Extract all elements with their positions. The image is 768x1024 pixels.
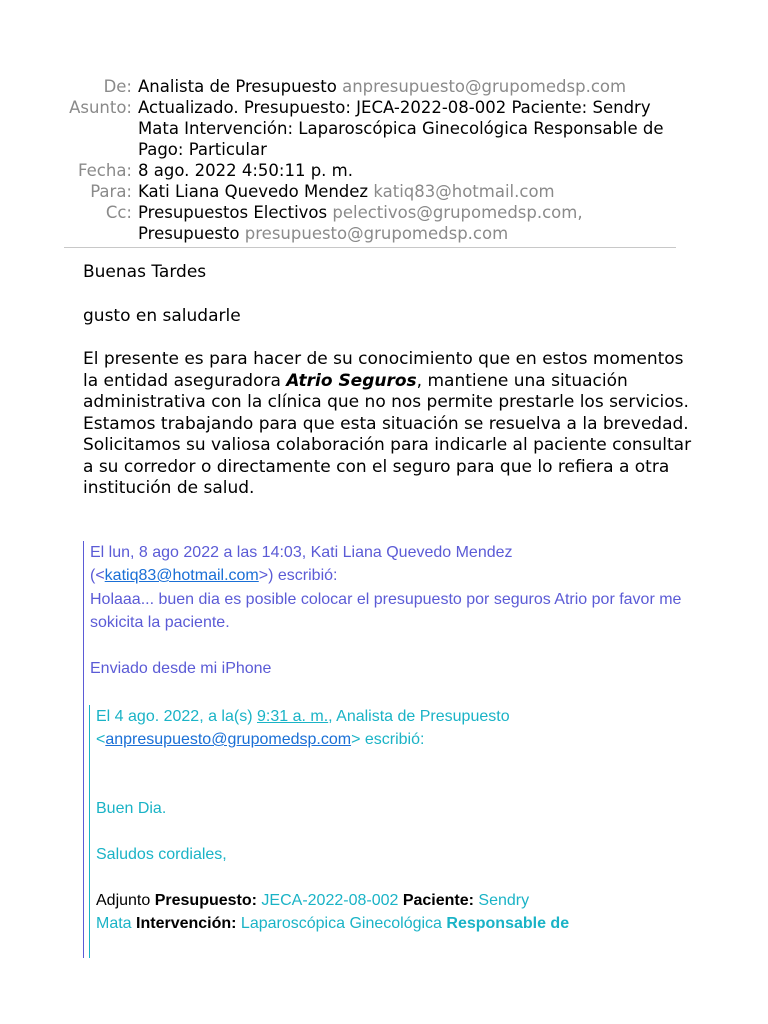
date-value: 8 ago. 2022 4:50:11 p. m. [138,161,353,180]
quote2-intro: El 4 ago. 2022, a la(s) 9:31 a. m., Analista de Presupuesto <anpresupuesto@grupomedsp.com> escribió: [96,708,510,748]
subject-value [138,97,680,160]
header-divider [64,247,676,248]
to-email[interactable]: katiq83@hotmail.com [373,182,555,201]
quote2-greeting: Buen Dia. [96,800,167,817]
cc-row [60,202,680,244]
subject-line-1: Actualizado. Presupuesto: JECA-2022-08-002 Paciente: Sendry [138,98,651,117]
quote2-time-link[interactable]: 9:31 a. m. [256,708,329,725]
subject-row [60,97,680,160]
insurer-name: Atrio Seguros [286,370,417,391]
email-body [83,262,693,500]
date-row [60,160,680,181]
to-label: Para: [90,182,132,201]
intervencion-label: Intervención: [136,915,237,932]
responsable-label: Responsable de [446,915,570,932]
to-name: Kati Liana Quevedo Mendez [138,182,369,201]
presupuesto-value: JECA-2022-08-002 [256,892,403,909]
quote1-intro: El lun, 8 ago 2022 a las 14:03, Kati Liana Quevedo Mendez (<katiq83@hotmail.com>) escribió: [90,544,513,584]
paciente-value-2: Mata [96,915,137,932]
date-label: Fecha: [78,161,132,180]
presupuesto-label: Presupuesto: [154,892,257,909]
quote1-email-link[interactable]: katiq83@hotmail.com [104,567,259,584]
cc2-email[interactable]: presupuesto@grupomedsp.com [244,224,509,243]
cc1-email[interactable]: pelectivos@grupomedsp.com, [332,203,583,222]
paciente-label: Paciente: [402,892,474,909]
quote1-signature: Enviado desde mi iPhone [90,660,272,677]
from-name: Analista de Presupuesto [138,77,337,96]
cc1-name: Presupuestos Electivos [138,203,328,222]
greeting: Buenas Tardes [83,262,207,282]
intervencion-value: Laparoscópica Ginecológica [236,915,447,932]
quote2-regards: Saludos cordiales, [96,846,227,863]
salutation: gusto en saludarle [83,305,241,326]
cc-label: Cc: [105,203,132,222]
subject-label: Asunto: [69,98,132,117]
quote2-details: Adjunto Presupuesto: JECA-2022-08-002 Paciente: Sendry Mata Intervención: Laparoscópica Ginecológica Responsable de [96,892,570,932]
paciente-value-1: Sendry [473,892,530,909]
cc2-name: Presupuesto [138,224,240,243]
quote2-email-link[interactable]: anpresupuesto@grupomedsp.com [105,731,352,748]
to-row [60,181,680,202]
main-paragraph: El presente es para hacer de su conocimiento que en estos momentos la entidad aseguradora Atrio Seguros, mantiene una situación administrativa con la clínica que no nos permite prestarle los servicios. Estamos trabajando para que esta situación se resuelva a la brevedad. [83,349,689,434]
quote1-message: Holaaa... buen dia es posible colocar el presupuesto por seguros Atrio por favor me sokicita la paciente. [90,591,682,631]
from-email[interactable]: anpresupuesto@grupomedsp.com [342,77,627,96]
from-label: De: [103,77,132,96]
subject-line-3: Pago: Particular [138,140,267,159]
email-header [60,76,680,244]
quoted-reply-2 [89,705,690,958]
from-row [60,76,680,97]
request-paragraph: Solicitamos su valiosa colaboración para indicarle al paciente consultar a su corredor o directamente con el seguro para que lo refiera a otra institución de salud. [83,435,692,498]
subject-line-2: Mata Intervención: Laparoscópica Ginecológica Responsable de [138,119,664,138]
